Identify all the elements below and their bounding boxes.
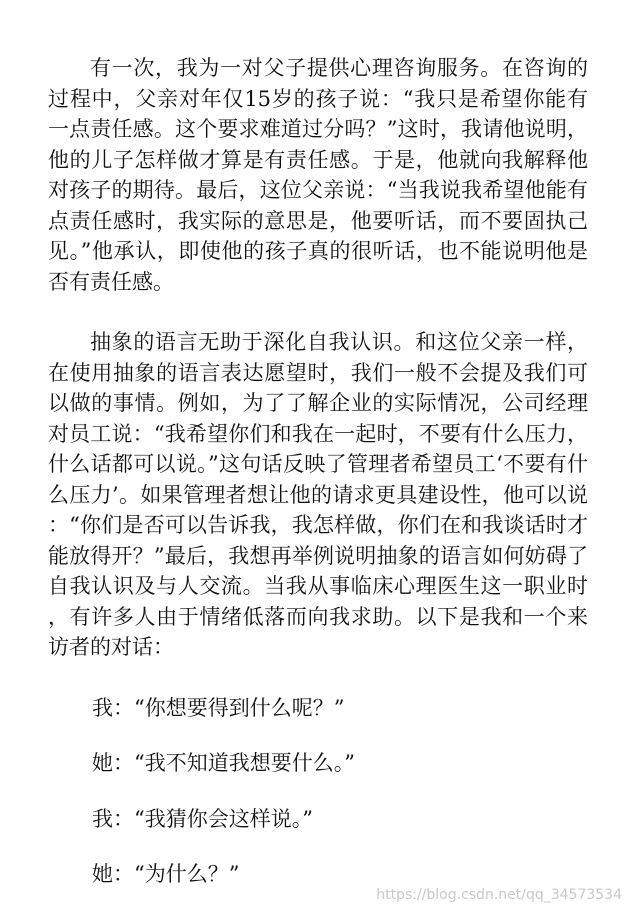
paragraph-abstract-language: 抽象的语言无助于深化自我认识。和这位父亲一样，在使用抽象的语言表达愿望时，我们一般不会提及我们可以做的事情。例如，为了了解企业的实际情况，公司经理对员工说：“我希望你们和我在一起时，不要有什么压力，什么话都可以说。”这句话反映了管理者希望员工‘不要有什么压力’。如果管理者想让他的请求更具建设性，他可以说：“你们是否可以告诉我，我怎样做，你们在和我谈话时才能放得开？”最后，我想再举例说明抽象的语言如何妨碍了自我认识及与人交流。当我从事临床心理医生这一职业时，有许多人由于情绪低落而向我求助。以下是我和一个来访者的对话： (48, 330, 588, 659)
dialogue-line: 我：“你想要得到什么呢？” (92, 695, 345, 720)
watermark-url: https://blog.csdn.net/qq_34573534 (376, 887, 622, 903)
dialogue-line: 我：“我猜你会这样说。” (92, 806, 313, 831)
document-body (48, 53, 588, 915)
dialogue-line: 她：“为什么？” (92, 862, 240, 886)
paragraph-father-son: 有一次，我为一对父子提供心理咨询服务。在咨询的过程中，父亲对年仅15岁的孩子说：“我只是希望你能有一点责任感。这个要求难道过分吗？”这时，我请他说明，他的儿子怎样做才算是有责任感。于是，他就向我解释他对孩子的期待。最后，这位父亲说：“当我说我希望他能有点责任感时，我实际的意思是，他要听话，而不要固执己见。”他承认，即使他的孩子真的很听话，也不能说明他是否有责任感。 (48, 56, 588, 294)
dialogue-line: 她：“我不知道我想要什么。” (92, 751, 355, 775)
